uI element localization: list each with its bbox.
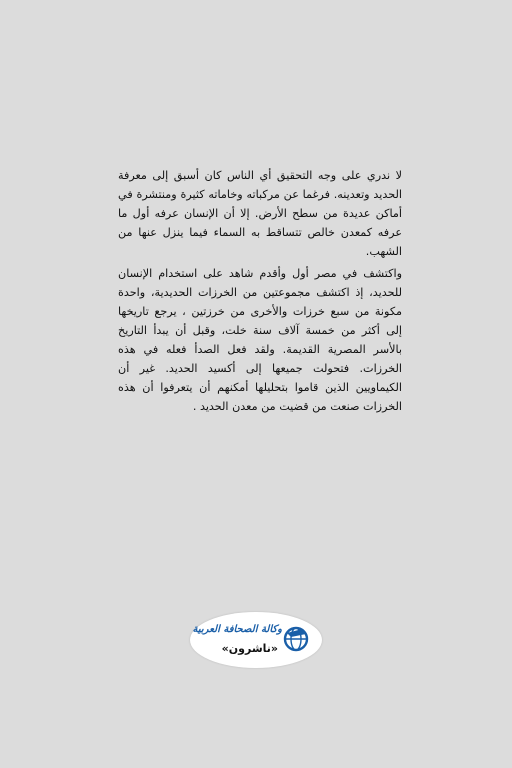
publisher-subtitle: «ناشرون» [221,642,278,655]
publisher-name: وكالة الصحافة العربية [192,624,282,635]
paragraph-2: واكتشف في مصر أول وأقدم شاهد على استخدام الإنسان للحديد، إذ اكتشف مجموعتين من الخرزات الحديدية، واحدة مكونة من سبع خرزات والأخرى من خرزتين ، يرجع تاريخها إلى أكثر من خمسة آلاف سنة خلت، وقبل أن يبدأ التاريخ بالأسر المصرية القديمة. ولقد فعل الصدأ فعله في هذه الخرزات. فتحولت جميعها إلى أكسيد الحديد. غير أن الكيماويين الذين قاموا بتحليلها أمكنهم أن يتعرفوا أن هذه الخرزات صنعت من قضيت من معدن الحديد . [118,267,402,413]
globe-emblem-icon [282,625,310,653]
publisher-logo [190,612,322,668]
body-text [118,166,402,419]
paragraph-1: لا ندري على وجه التحقيق أي الناس كان أسبق إلى معرفة الحديد وتعدينه. فرغما عن مركباته وخاماته كثيرة ومنتشرة في أماكن عديدة من سطح الأرض. إلا أن الإنسان عرفه أول ما عرفه كمعدن خالص تتساقط به السماء فيما ينزل عنها من الشهب. [118,169,402,258]
